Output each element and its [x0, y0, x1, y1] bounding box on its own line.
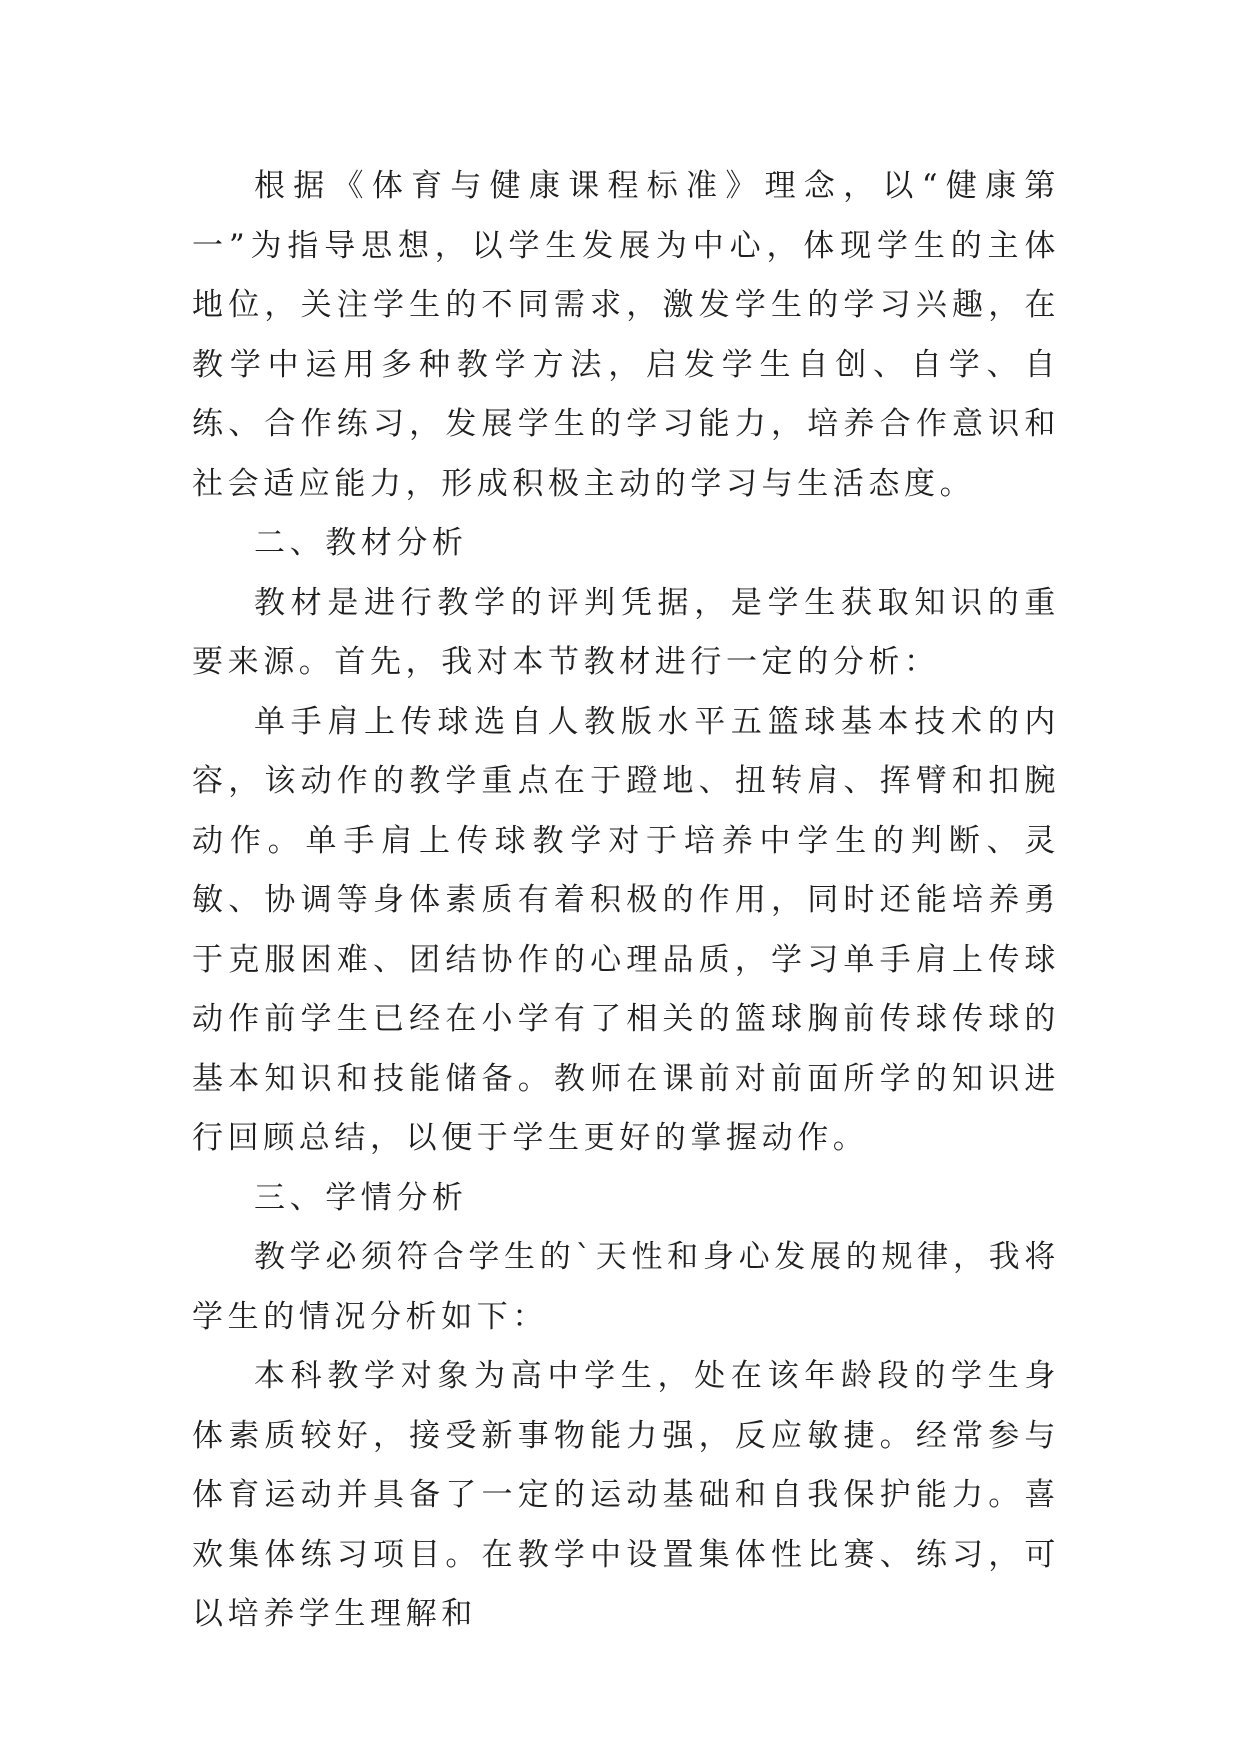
document-body	[192, 157, 1060, 1645]
paragraph-material-intro: 教材是进行教学的评判凭据，是学生获取知识的重要来源。首先，我对本节教材进行一定的分析：	[192, 584, 1060, 680]
paragraph-student-intro: 教学必须符合学生的`天性和身心发展的规律，我将学生的情况分析如下：	[192, 1239, 1060, 1335]
paragraph-student-detail: 本科教学对象为高中学生，处在该年龄段的学生身体素质较好，接受新事物能力强，反应敏捷。经常参与体育运动并具备了一定的运动基础和自我保护能力。喜欢集体练习项目。在教学中设置集体性比赛、练习，可以培养学生理解和	[192, 1358, 1060, 1632]
section-heading-student-analysis: 三、学情分析	[254, 1179, 468, 1216]
section-heading-material-analysis: 二、教材分析	[254, 525, 468, 561]
paragraph-material-detail: 单手肩上传球选自人教版水平五篮球基本技术的内容，该动作的教学重点在于蹬地、扭转肩、挥臂和扣腕动作。单手肩上传球教学对于培养中学生的判断、灵敏、协调等身体素质有着积极的作用，同时还能培养勇于克服困难、团结协作的心理品质，学习单手肩上传球动作前学生已经在小学有了相关的篮球胸前传球传球的基本知识和技能储备。教师在课前对前面所学的知识进行回顾总结，以便于学生更好的掌握动作。	[192, 703, 1060, 1156]
paragraph-philosophy: 根据《体育与健康课程标准》理念，以“健康第一”为指导思想，以学生发展为中心，体现学生的主体地位，关注学生的不同需求，激发学生的学习兴趣，在教学中运用多种教学方法，启发学生自创、自学、自练、合作练习，发展学生的学习能力，培养合作意识和社会适应能力，形成积极主动的学习与生活态度。	[192, 168, 1060, 502]
